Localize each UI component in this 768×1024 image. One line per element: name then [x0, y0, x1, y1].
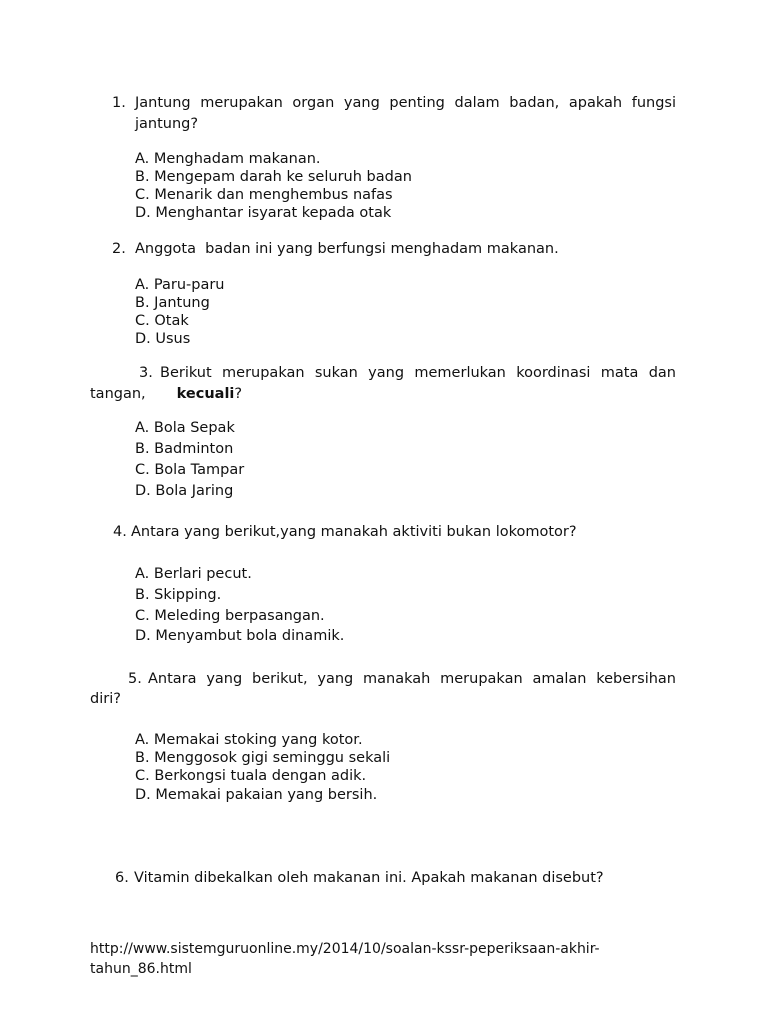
q4-option-c: C. Meleding berpasangan. [135, 608, 325, 624]
q3-option-d: D. Bola Jaring [135, 483, 234, 499]
q1-option-b: B. Mengepam darah ke seluruh badan [135, 169, 412, 185]
q3-except-keyword: kecuali [176, 386, 235, 402]
q6-number: 6. [115, 870, 129, 886]
q1-option-a: A. Menghadam makanan. [135, 151, 321, 167]
q2-text: Anggota badan ini yang berfungsi menghadam makanan. [135, 241, 559, 257]
source-url-line1[interactable]: http://www.sistemguruonline.my/2014/10/soalan-kssr-peperiksaan-akhir- [90, 941, 600, 957]
q3-option-a: A. Bola Sepak [135, 420, 235, 436]
q6-text: Vitamin dibekalkan oleh makanan ini. Apakah makanan disebut? [134, 870, 604, 886]
q2-option-d: D. Usus [135, 331, 191, 347]
q4-option-b: B. Skipping. [135, 587, 222, 603]
q4-option-d: D. Menyambut bola dinamik. [135, 628, 345, 644]
q5-option-c: C. Berkongsi tuala dengan adik. [135, 768, 367, 784]
q3-text-line2 [90, 385, 242, 403]
q5-option-b: B. Menggosok gigi seminggu sekali [135, 750, 391, 766]
q4-text: Antara yang berikut,yang manakah aktiviti bukan lokomotor? [131, 524, 577, 540]
source-url-line2[interactable]: tahun_86.html [90, 961, 192, 977]
q3-text-line1: Berikut merupakan sukan yang memerlukan koordinasi mata dan [160, 365, 676, 381]
q1-option-c: C. Menarik dan menghembus nafas [135, 187, 393, 203]
q2-number: 2. [112, 241, 126, 257]
q3-text-prefix: tangan, [90, 386, 146, 402]
q5-option-a: A. Memakai stoking yang kotor. [135, 732, 363, 748]
q2-option-b: B. Jantung [135, 295, 210, 311]
q5-number: 5. [128, 671, 142, 687]
q2-option-a: A. Paru-paru [135, 277, 225, 293]
q3-option-b: B. Badminton [135, 441, 234, 457]
q3-text-suffix: ? [234, 386, 243, 402]
q1-number: 1. [112, 95, 126, 111]
q2-option-c: C. Otak [135, 313, 189, 329]
q5-text-line2: diri? [90, 691, 121, 707]
q5-text-line1: Antara yang berikut, yang manakah merupakan amalan kebersihan [148, 671, 676, 687]
q3-number: 3. [139, 365, 153, 381]
q3-option-c: C. Bola Tampar [135, 462, 245, 478]
q1-text-line1: Jantung merupakan organ yang penting dalam badan, apakah fungsi [135, 95, 676, 111]
q4-number: 4. [113, 524, 127, 540]
q5-option-d: D. Memakai pakaian yang bersih. [135, 787, 378, 803]
q1-option-d: D. Menghantar isyarat kepada otak [135, 205, 392, 221]
q4-option-a: A. Berlari pecut. [135, 566, 252, 582]
q1-text-line2: jantung? [135, 116, 199, 132]
